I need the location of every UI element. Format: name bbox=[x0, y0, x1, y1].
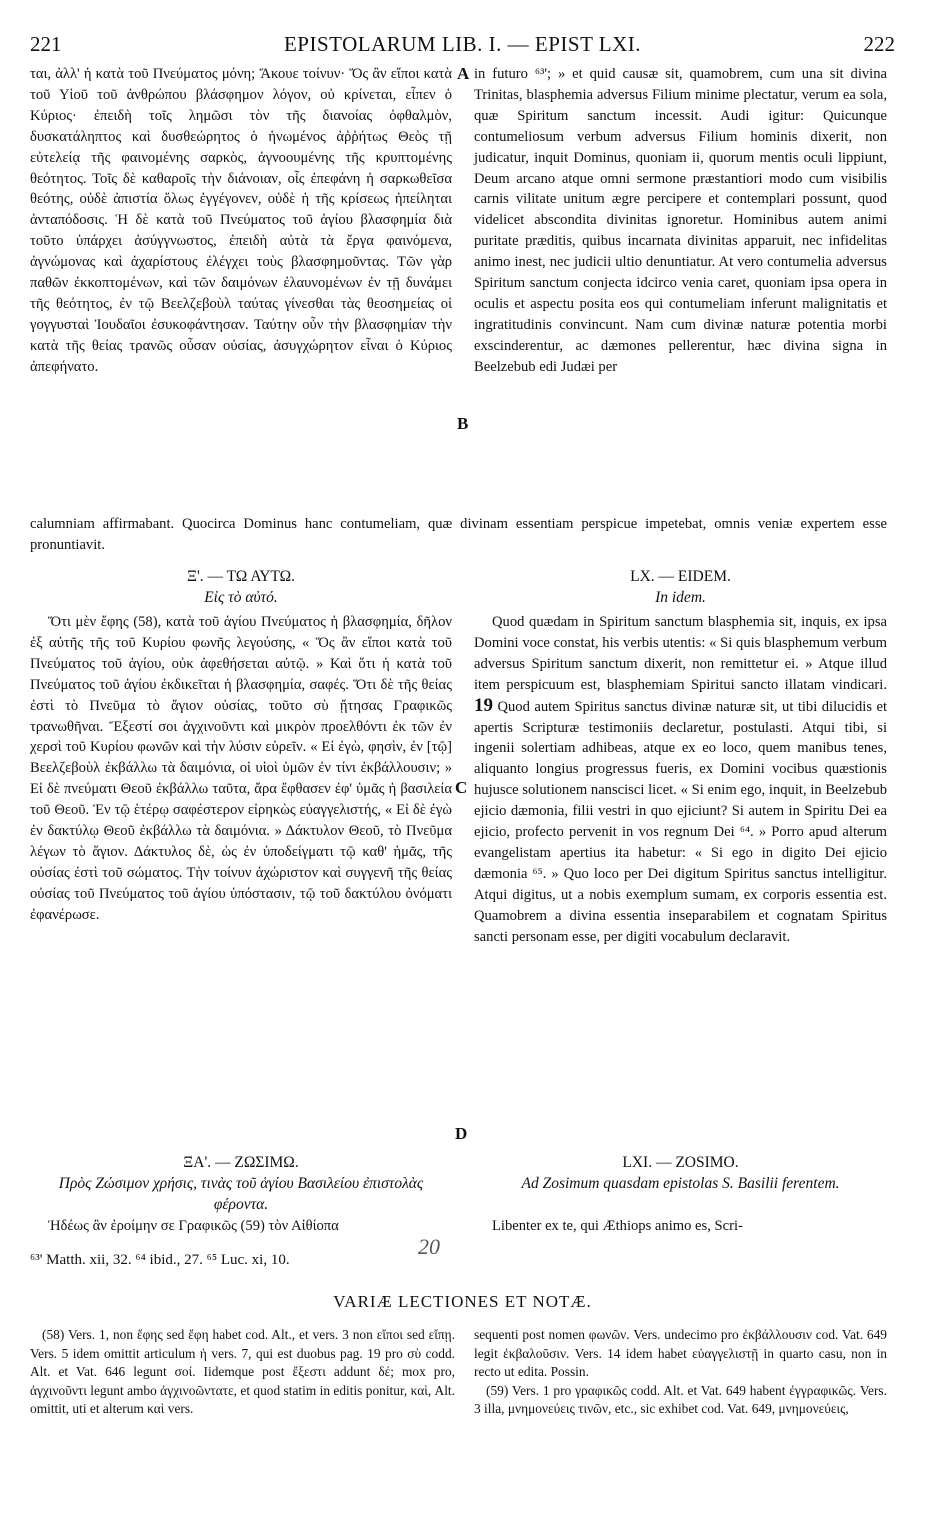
greek-heading-sub: Πρὸς Ζώσιμον χρήσις, τινὰς τοῦ ἁγίου Βασιλείου ἐπιστολὰς φέροντα. bbox=[58, 1175, 424, 1213]
full-width-latin: calumniam affirmabant. Quocirca Dominus hanc contumeliam, quæ divinam essentiam perspicue impetebat, omnis veniæ expertem esse pronuntiavit. bbox=[30, 516, 887, 553]
notes-right-column bbox=[474, 1326, 887, 1419]
latin-heading-title: LXI. — ZOSIMO. bbox=[622, 1154, 739, 1171]
greek-heading-61 bbox=[30, 1152, 452, 1215]
latin-column-top bbox=[474, 64, 887, 378]
notes-heading: VARIÆ LECTIONES ET NOTÆ. bbox=[333, 1292, 592, 1311]
greek-column-60 bbox=[30, 612, 452, 926]
running-header bbox=[30, 32, 895, 60]
latin-text bbox=[474, 612, 887, 948]
greek-heading-sub: Εἰς τὸ αὐτό. bbox=[204, 589, 278, 606]
reference-number: 19 bbox=[474, 694, 493, 716]
handwritten-annotation: 20 bbox=[418, 1234, 440, 1259]
running-title: EPISTOLARUM LIB. I. — EPIST LXI. bbox=[283, 32, 642, 56]
notes-left-column bbox=[30, 1326, 455, 1419]
margin-letter-a: A bbox=[457, 64, 470, 83]
greek-column-61 bbox=[30, 1216, 452, 1237]
latin-text-part: Quod autem Spiritus sanctus divinæ naturæ sit, ut tibi dilucidis et apertis Scripturæ testimoniis declaretur, postulasti. Atqui tibi, si ingenii solertiam adhibeas, atque ex eo loco, quem manibus tenes, aliquanto longius progressus fueris, ex Domini vocibus quæstionis hujusce solutionem nanscisci licet. « Si enim ego, inquit, in Beelzebub ejicio dæmonia, filii vestri in quo ejiciunt? Si autem in Spiritu Dei ea ejicio, profecto pervenit in vos regnum Dei ⁶⁴. » Porro apud alterum evangelistam apertius ita habetur: « Si ego in digito Dei ejicio dæmonia ⁶⁵. » Quo loco per Dei digitum Spiritus sanctus intelligitur. Atqui digitus, ut a nobis exemplum sumam, ex corporis essentia est. Quamobrem a divina essentia inseparabilem et cognatam Spiritus sancti personam esse, per digiti vocabulum declaravit. bbox=[474, 698, 887, 945]
latin-heading-60 bbox=[474, 566, 887, 608]
latin-text: in futuro ⁶³'; » et quid causæ sit, quamobrem, cum una sit divina Trinitas, blasphemia adversus Filium minime plectatur, verum ea sola, quæ Spiritum sanctum incessit. Audi igitur: Quicunque contumeliosum verbum adversus Filium hominis dixerit, non judicatur, inquit Dominus, quoniam ii, quorum mentis oculi lippiunt, Deum arcano atque omni sermone præstantiori modo cum visibilis carnis vilitate unitum ægre percipere et contemplari possunt, quod videlicet abscondita divinitas ignoretur. Hominibus autem animi puritate præditis, quibus incarnata divinitas apparuit, nec infidelitas animo inest, nec judicii ultio denuntiatur. At vero contumelia adversus Spiritum sanctum conjecta idcirco venia caret, quoniam ipsa opera in oculis et aspectu posita eos qui contumeliam inferunt malignitatis et ingratitudinis convincunt. Nam cum divinæ naturæ potentia morbi exscinderentur, ac dæmones pellerentur, hæc divina signa in Beelzebub edi Judæi per bbox=[474, 66, 887, 375]
latin-heading-sub: Ad Zosimum quasdam epistolas S. Basilii ferentem. bbox=[521, 1175, 840, 1192]
latin-text: Libenter ex te, qui Æthiops animo es, Scri- bbox=[492, 1218, 743, 1234]
margin-letter-d: D bbox=[455, 1124, 468, 1143]
greek-heading-title: ΞΑ'. — ΖΩΣΙΜΩ. bbox=[183, 1154, 299, 1171]
page-number-right: 222 bbox=[863, 32, 895, 56]
margin-letter-c: C bbox=[455, 778, 468, 797]
latin-column-61 bbox=[474, 1216, 887, 1237]
page-number-left: 221 bbox=[30, 32, 62, 56]
greek-heading-title: Ξ'. — ΤΩ ΑΥΤΩ. bbox=[187, 568, 295, 585]
note-59: (59) Vers. 1 pro γραφικῶς codd. Alt. et Vat. 649 habent ἐγγραφικῶς. Vers. 3 illa, μνημονεύεις τινῶν, etc., sic exhibet cod. Vat. 649, μνημονεύεις, bbox=[474, 1382, 887, 1416]
greek-text: Ἡδέως ἂν ἐροίμην σε Γραφικῶς (59) τὸν Αἰθίοπα bbox=[48, 1218, 339, 1234]
latin-heading-sub: In idem. bbox=[655, 589, 706, 606]
note-58-continued: sequenti post nomen φωνῶν. Vers. undecimo pro ἐκβάλλουσιν cod. Vat. 649 legit ἐκβαλοῦσιν. Vers. 14 idem habet εὐαγγελιστῇ in quarto casu, non in recto ut edita. Possin. bbox=[474, 1327, 887, 1379]
note-58: (58) Vers. 1, non ἔφης sed ἔφη habet cod. Alt., et vers. 3 non εἴποι sed εἴπῃ. Vers. 5 idem omittit articulum ἡ vers. 7, qui est duobus pag. 19 pro σὺ codd. Alt. et Vat. 646 legunt σοί. Iidemque post ἔξεστι addunt δέ; mox pro, ἀγχινοῦντι legunt ambo ἀγχινοῶντατε, et quod statim in editis ponitur, καὶ, Alt. omittit, uti et alterum καὶ vers. bbox=[30, 1327, 455, 1416]
latin-heading-title: LX. — EIDEM. bbox=[630, 568, 731, 585]
latin-text-part: Quod quædam in Spiritum sanctum blasphemia sit, inquis, ex ipsa Domini voce constat, his verbis utentis: « Si quis blasphemum verbum adversus Spiritum sanctum dixerit, non remittetur ei. » Atque illud item perspicuum est, blasphemiam Spiritui sancto illatam vindicari. bbox=[474, 614, 887, 693]
greek-heading-60 bbox=[30, 566, 452, 608]
margin-letter-b: B bbox=[457, 414, 469, 433]
greek-text: Ὅτι μὲν ἔφης (58), κατὰ τοῦ ἁγίου Πνεύματος ἡ βλασφημία, δῆλον ἐξ αὐτῆς τῆς τοῦ Κυρίου φωνῆς λεγούσης, « Ὅς ἂν εἴποι κατὰ τοῦ Πνεύματος τοῦ ἁγίου, οὐκ ἀφεθήσεται αὐτῷ. » Καὶ ὅτι ἡ κατὰ τοῦ Πνεύματος τοῦ ἁγίου ἐκδικεῖται ἡ βλασφημία, σαφές. Ὅτι δὲ τῆς θείας ἐστὶ τὸ Πνεῦμα τὸ ἅγιον οὐσίας, τοῦτο σὺ ᾔτησας Γραφικῶς τρανωθῆναι. Ἔξεστί σοι ἀγχινοῦντι καὶ μικρὸν προελθόντι ἐκ τῶν ἐν χερσὶ τοῦ Κυρίου φωνῶν καὶ τὴν λύσιν εὑρεῖν. « Εἰ ἐγὼ, φησὶν, ἐν [τῷ] Βεελζεβοὺλ ἐκβάλλω τὰ δαιμόνια, οἱ υἱοὶ ὑμῶν ἐν τίνι ἐκβάλλουσιν; » Εἰ δὲ πνεύματι Θεοῦ ἐκβάλλω ταῦτα, ἄρα ἔφθασεν ἐφ' ὑμᾶς ἡ βασιλεία τοῦ Θεοῦ. Ἐν τῷ ἑτέρῳ σαφέστερον εἰρηκὼς εὐαγγελιστής, « Εἰ δὲ ἐγὼ ἐν δακτύλῳ Θεοῦ ἐκβάλλω τὰ δαιμόνια. » Δάκτυλον Θεοῦ, τὸ Πνεῦμα λέγων τὸ ἅγιον. Δάκτυλος δὲ, ὡς ἐν ὑποδείγματι τῷ καθ' ἡμᾶς, τῆς οὐσίας ἐστὶ τοῦ σώματος. Τὴν τοίνυν ἀχώριστον καὶ συγγενῆ τῆς θείας οὐσίας τοῦ Πνεύματος τοῦ ἁγίου ὑπόστασιν, τῷ τοῦ δακτύλου ὀνόματι ἐφανέρωσε. bbox=[30, 614, 452, 923]
scripture-references: ⁶³' Matth. xii, 32. ⁶⁴ ibid., 27. ⁶⁵ Luc. xi, 10. bbox=[30, 1252, 290, 1268]
greek-column-top bbox=[30, 64, 452, 378]
latin-heading-61 bbox=[474, 1152, 887, 1194]
latin-column-60 bbox=[474, 612, 887, 948]
greek-text: ται, ἀλλ' ἡ κατὰ τοῦ Πνεύματος μόνη; Ἄκουε τοίνυν· Ὅς ἂν εἴποι κατὰ τοῦ Υἱοῦ τοῦ ἀνθρώπου βλάσφημον λόγον, οὐ κρίνεται, εἶπεν ὁ Κύριος· ἐπειδὴ τοῖς λημῶσι τὸν τῆς διανοίας ὀφθαλμὸν, δυσκατάληπτος καὶ δυσθεώρητος ὁ ἡνωμένος ἀῤῥήτως Θεὸς τῇ εὐτελείᾳ τῆς φαινομένης σαρκὸς, ἀγνοουμένης τῆς κρυπτομένης θεότητος. Τοῖς δὲ καθαροῖς τὴν διάνοιαν, οἷς ἐπεφάνη ἡ σαρκωθεῖσα θεότης, οὐδὲ ἀπιστία ὅλως ἐγγέγονεν, οὐδὲ ἡ τῆς κρίσεως ἠπείληται ἀνταπόδοσις. Ἡ δὲ κατὰ τοῦ Πνεύματος τοῦ ἁγίου βλασφημία διὰ τοῦτο ὑπάρχει ἀσύγγνωστος, ἐπειδὴ αὐτὰ τὰ ἔργα φαινόμενα, ἀγνώμονας καὶ ἀχαρίστους ἐλέγχει τοὺς βλασφημοῦντας. Τῶν γὰρ παθῶν ἐκκοπτομένων, καὶ τῶν δαιμόνων ἐλαυνομένων ἐν τῇ δυνάμει τῆς θεότητος, ἐν τῷ Βεελζεβοὺλ ταύτας γίνεσθαι τὰς θεοσημείας οἱ γογγυσταὶ Ἰουδαῖοι ἐσυκοφάντησαν. Ταύτην οὖν τὴν βλασφημίαν τὴν κατὰ τῆς θείας τρανῶς οὖσαν οὐσίας, ἀσυγχώρητον εἶναι ὁ Κύριος ἀπεφήνατο. bbox=[30, 66, 452, 375]
